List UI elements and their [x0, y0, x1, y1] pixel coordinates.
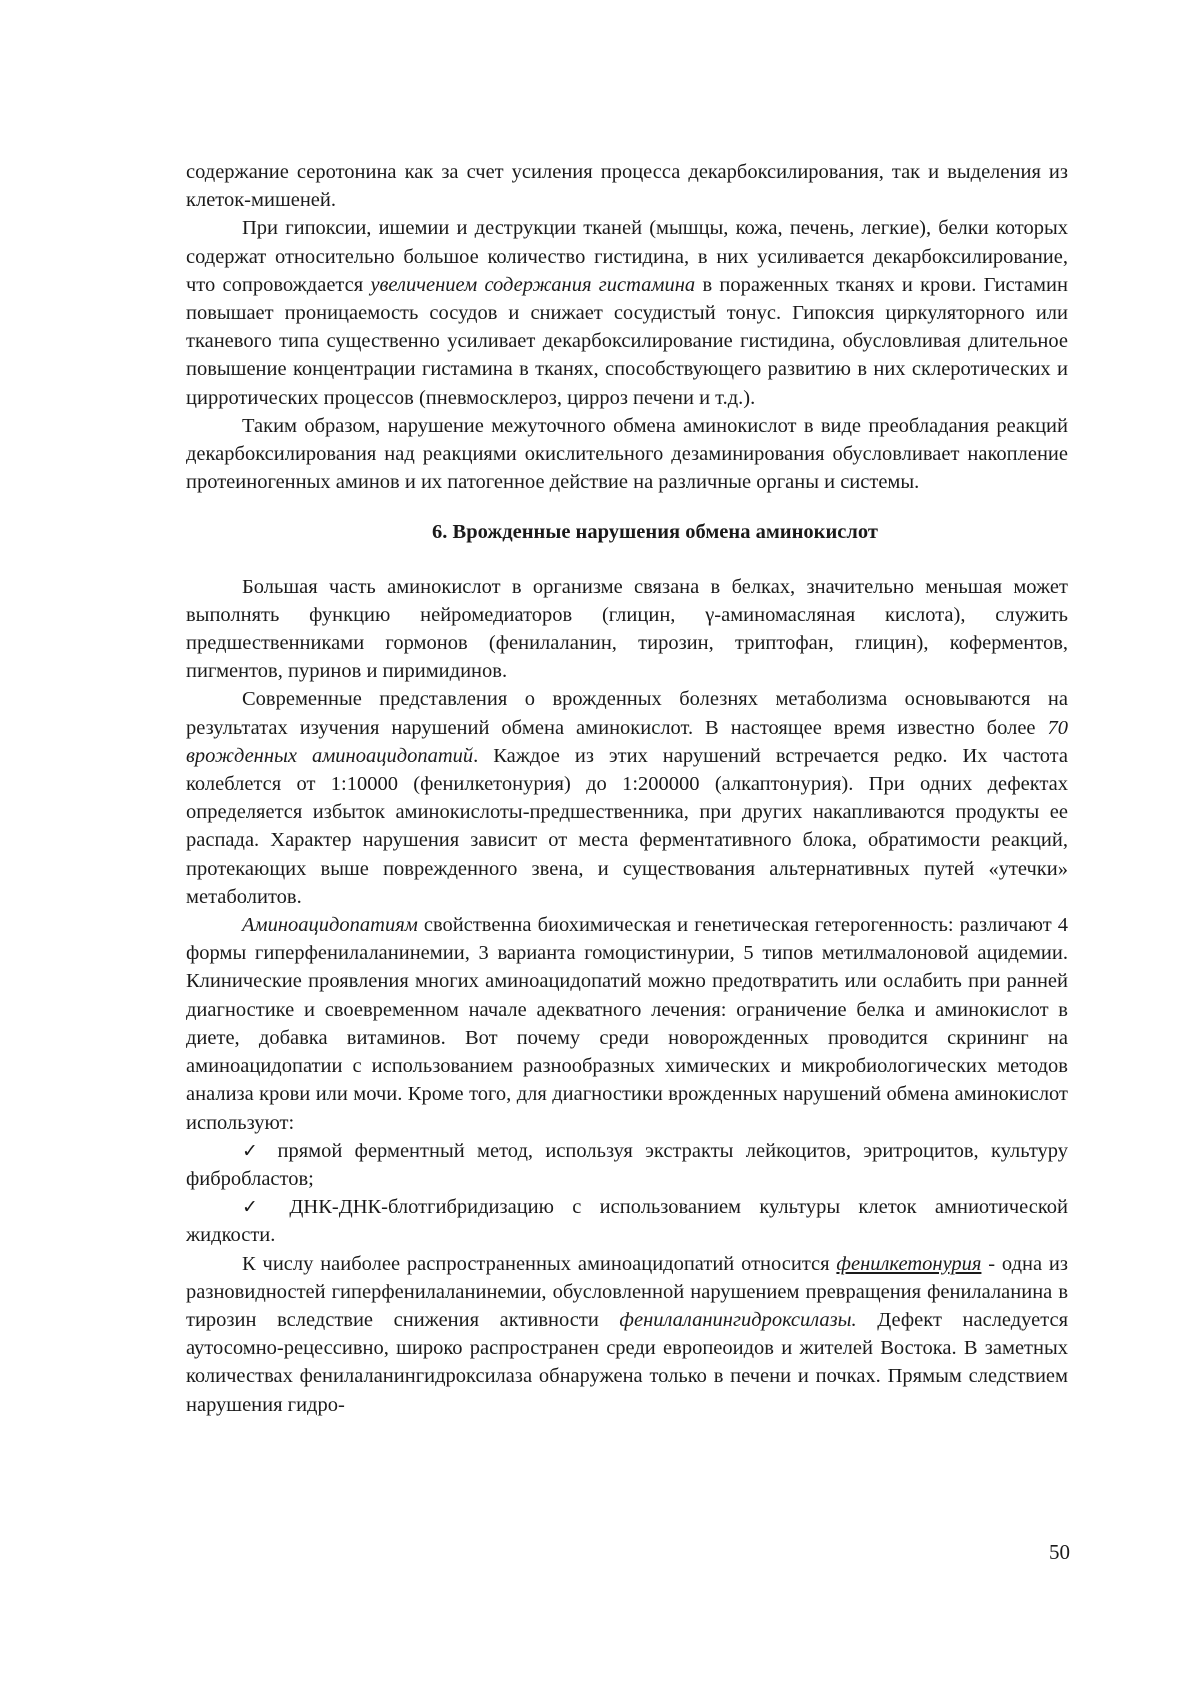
paragraph-1: содержание серотонина как за счет усиления процесса декарбоксилирования, так и выделения из клеток-мишеней.: [186, 161, 1068, 212]
list-item-text: прямой ферментный метод, используя экстракты лейкоцитов, эритроцитов, культуру фибробластов;: [186, 1139, 1069, 1190]
paragraph-4: Большая часть аминокислот в организме связана в белках, значительно меньшая может выполнять функцию нейромедиаторов (глицин, γ-аминомасляная кислота), служить предшественниками гормонов (фенилаланин, тирозин, триптофан, глицин), коферментов, пигментов, пуринов и пиримидинов.: [186, 575, 1068, 683]
checkmark-icon: ✓: [242, 1139, 266, 1162]
list-item: [186, 1137, 1068, 1193]
text-run: Современные представления о врожденных болезнях метаболизма основываются на результатах изучения нарушений обмена аминокислот. В настоящее время известно более: [186, 688, 1068, 739]
paragraph-5: [186, 685, 1068, 911]
emphasis-text: увеличением содержания гистамина: [370, 273, 696, 296]
text-run: - одна из разновидностей гиперфенилаланинемии, обусловленной нарушением превращения фенилаланина в тирозин вследствие снижения активности: [186, 1252, 1068, 1331]
text-run: Дефект наследуется аутосомно-рецессивно, широко распространен среди европеоидов и жителей Востока. В заметных количествах фенилаланингидроксилаза обнаружена только в печени и почках. Прямым следствием нарушения гидро-: [186, 1308, 1068, 1416]
body-text: [186, 158, 1068, 1419]
list-item-text: ДНК-ДНК-блотгибридизацию с использованием культуры клеток амниотической жидкости.: [186, 1196, 1069, 1247]
emphasis-text: 70 врожденных аминоацидопатий: [186, 716, 1068, 767]
emphasis-text: Аминоацидопатиям: [242, 914, 418, 937]
paragraph-3: Таким образом, нарушение межуточного обмена аминокислот в виде преобладания реакций декарбоксилирования над реакциями окислительного дезаминирования обусловливает накопление протеиногенных аминов и их патогенное действие на различные органы и системы.: [186, 414, 1068, 494]
list-item: [186, 1193, 1068, 1249]
paragraph-2: [186, 214, 1068, 411]
section-heading: 6. Врожденные нарушения обмена аминокислот: [432, 521, 878, 544]
paragraph-7: [186, 1250, 1068, 1419]
text-run: свойственна биохимическая и генетическая гетерогенность: различают 4 формы гиперфенилаланинемии, 3 варианта гомоцистинурии, 5 типов метилмалоновой ацидемии. Клинические проявления многих аминоацидопатий можно предотвратить или ослабить при ранней диагностике и своевременном начале адекватного лечения: ограничение белка и аминокислот в диете, добавка витаминов. Вот почему среди новорожденных проводится скрининг на аминоацидопатии с использованием разнообразных химических и микробиологических методов анализа крови или мочи. Кроме того, для диагностики врожденных нарушений обмена аминокислот используют:: [186, 914, 1068, 1134]
underlined-term: фенилкетонурия: [836, 1252, 982, 1275]
checkmark-icon: ✓: [242, 1196, 272, 1219]
paragraph-6: [186, 911, 1068, 1137]
text-run: При гипоксии, ишемии и деструкции тканей (мышцы, кожа, печень, легкие), белки которых содержат относительно большое количество гистидина, в них усиливается декарбоксилирование, что сопровождается: [186, 217, 1068, 296]
page-number: 50: [1049, 1540, 1070, 1564]
emphasis-text: фенилаланингидроксилазы.: [619, 1308, 857, 1331]
text-run: в пораженных тканях и крови. Гистамин повышает проницаемость сосудов и снижает сосудистый тонус. Гипоксия циркуляторного или тканевого типа существенно усиливает декарбоксилирование гистидина, обусловливая длительное повышение концентрации гистамина в тканях, способствующего развитию в них склеротических и цирротических процессов (пневмосклероз, цирроз печени и т.д.).: [186, 273, 1068, 409]
text-run: . Каждое из этих нарушений встречается редко. Их частота колеблется от 1:10000 (фенилкетонурия) до 1:200000 (алкаптонурия). При одних дефектах определяется избыток аминокислоты-предшественника, при других накапливаются продукты ее распада. Характер нарушения зависит от места ферментативного блока, обратимости реакций, протекающих выше поврежденного звена, и существования альтернативных путей «утечки» метаболитов.: [186, 744, 1068, 908]
text-run: К числу наиболее распространенных аминоацидопатий относится: [242, 1252, 837, 1275]
